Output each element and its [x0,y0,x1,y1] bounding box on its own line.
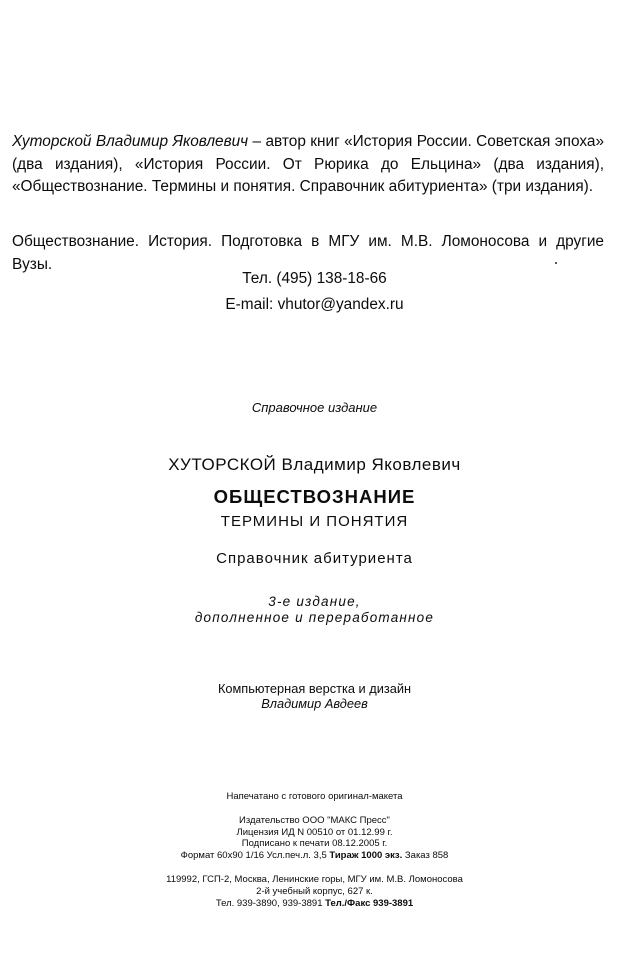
imprint-fax: Тел./Факс 939-3891 [325,897,414,909]
imprint-phones-line [0,898,629,910]
author-subjects: Обществознание. История. Подготовка в МГУ им. М.В. Ломоносова и другие Вузы. [12,233,604,273]
credits-designer: Владимир Авдеев [261,696,368,711]
email-line [0,294,629,316]
imprint-phones: Тел. 939-3890, 939-3891 [215,897,326,909]
author-bio [12,131,604,199]
email-label: E-mail: [225,296,278,313]
layout-credits [0,681,629,711]
author-bio-name: Хуторской Владимир Яковлевич [12,133,249,150]
book-kind: Справочник абитуриента [216,550,413,567]
imprint-address: 119992, ГСП-2, Москва, Ленинские горы, МГУ им. М.В. Ломоносова [166,873,463,885]
imprint-format: Формат 60х90 1/16 Усл.печ.л. 3,5 [180,850,330,862]
book-title: ОБЩЕСТВОЗНАНИЕ [213,486,416,507]
stray-dot [555,262,557,264]
imprint-circulation: Тираж 1000 экз. [329,850,403,862]
imprint-building: 2-й учебный корпус, 627 к. [256,885,373,897]
book-subtitle: ТЕРМИНЫ И ПОНЯТИЯ [220,513,409,530]
edition-note: дополненное и переработанное [194,610,435,625]
credits-role: Компьютерная верстка и дизайн [217,681,412,696]
publication-type: Справочное издание [251,400,378,415]
edition-info [0,594,629,626]
imprint-license: Лицензия ИД N 00510 от 01.12.99 г. [236,826,393,838]
phone: Тел. (495) 138-18-66 [242,270,387,287]
author-bio-text: – автор книг «История России. Советская эпоха» (два издания), «История России. От Рюрика до Ельцина» (два издания), «Обществознание. Термины и понятия. Справочник абитуриента» (три издания). [12,133,605,195]
imprint-publisher: Издательство ООО "МАКС Пресс" [239,814,390,826]
author-contacts [0,268,629,320]
email-address: vhutor@yandex.ru [277,296,404,313]
imprint-signed: Подписано к печати 08.12.2005 г. [241,838,388,850]
imprint-block [0,791,629,909]
imprint-format-line [0,850,629,862]
author-name: ХУТОРСКОЙ Владимир Яковлевич [168,455,461,474]
edition-number: 3-е издание, [268,594,361,609]
imprint-original-layout: Напечатано с готового оригинал-макета [226,791,403,802]
imprint-order: Заказ 858 [402,850,449,862]
